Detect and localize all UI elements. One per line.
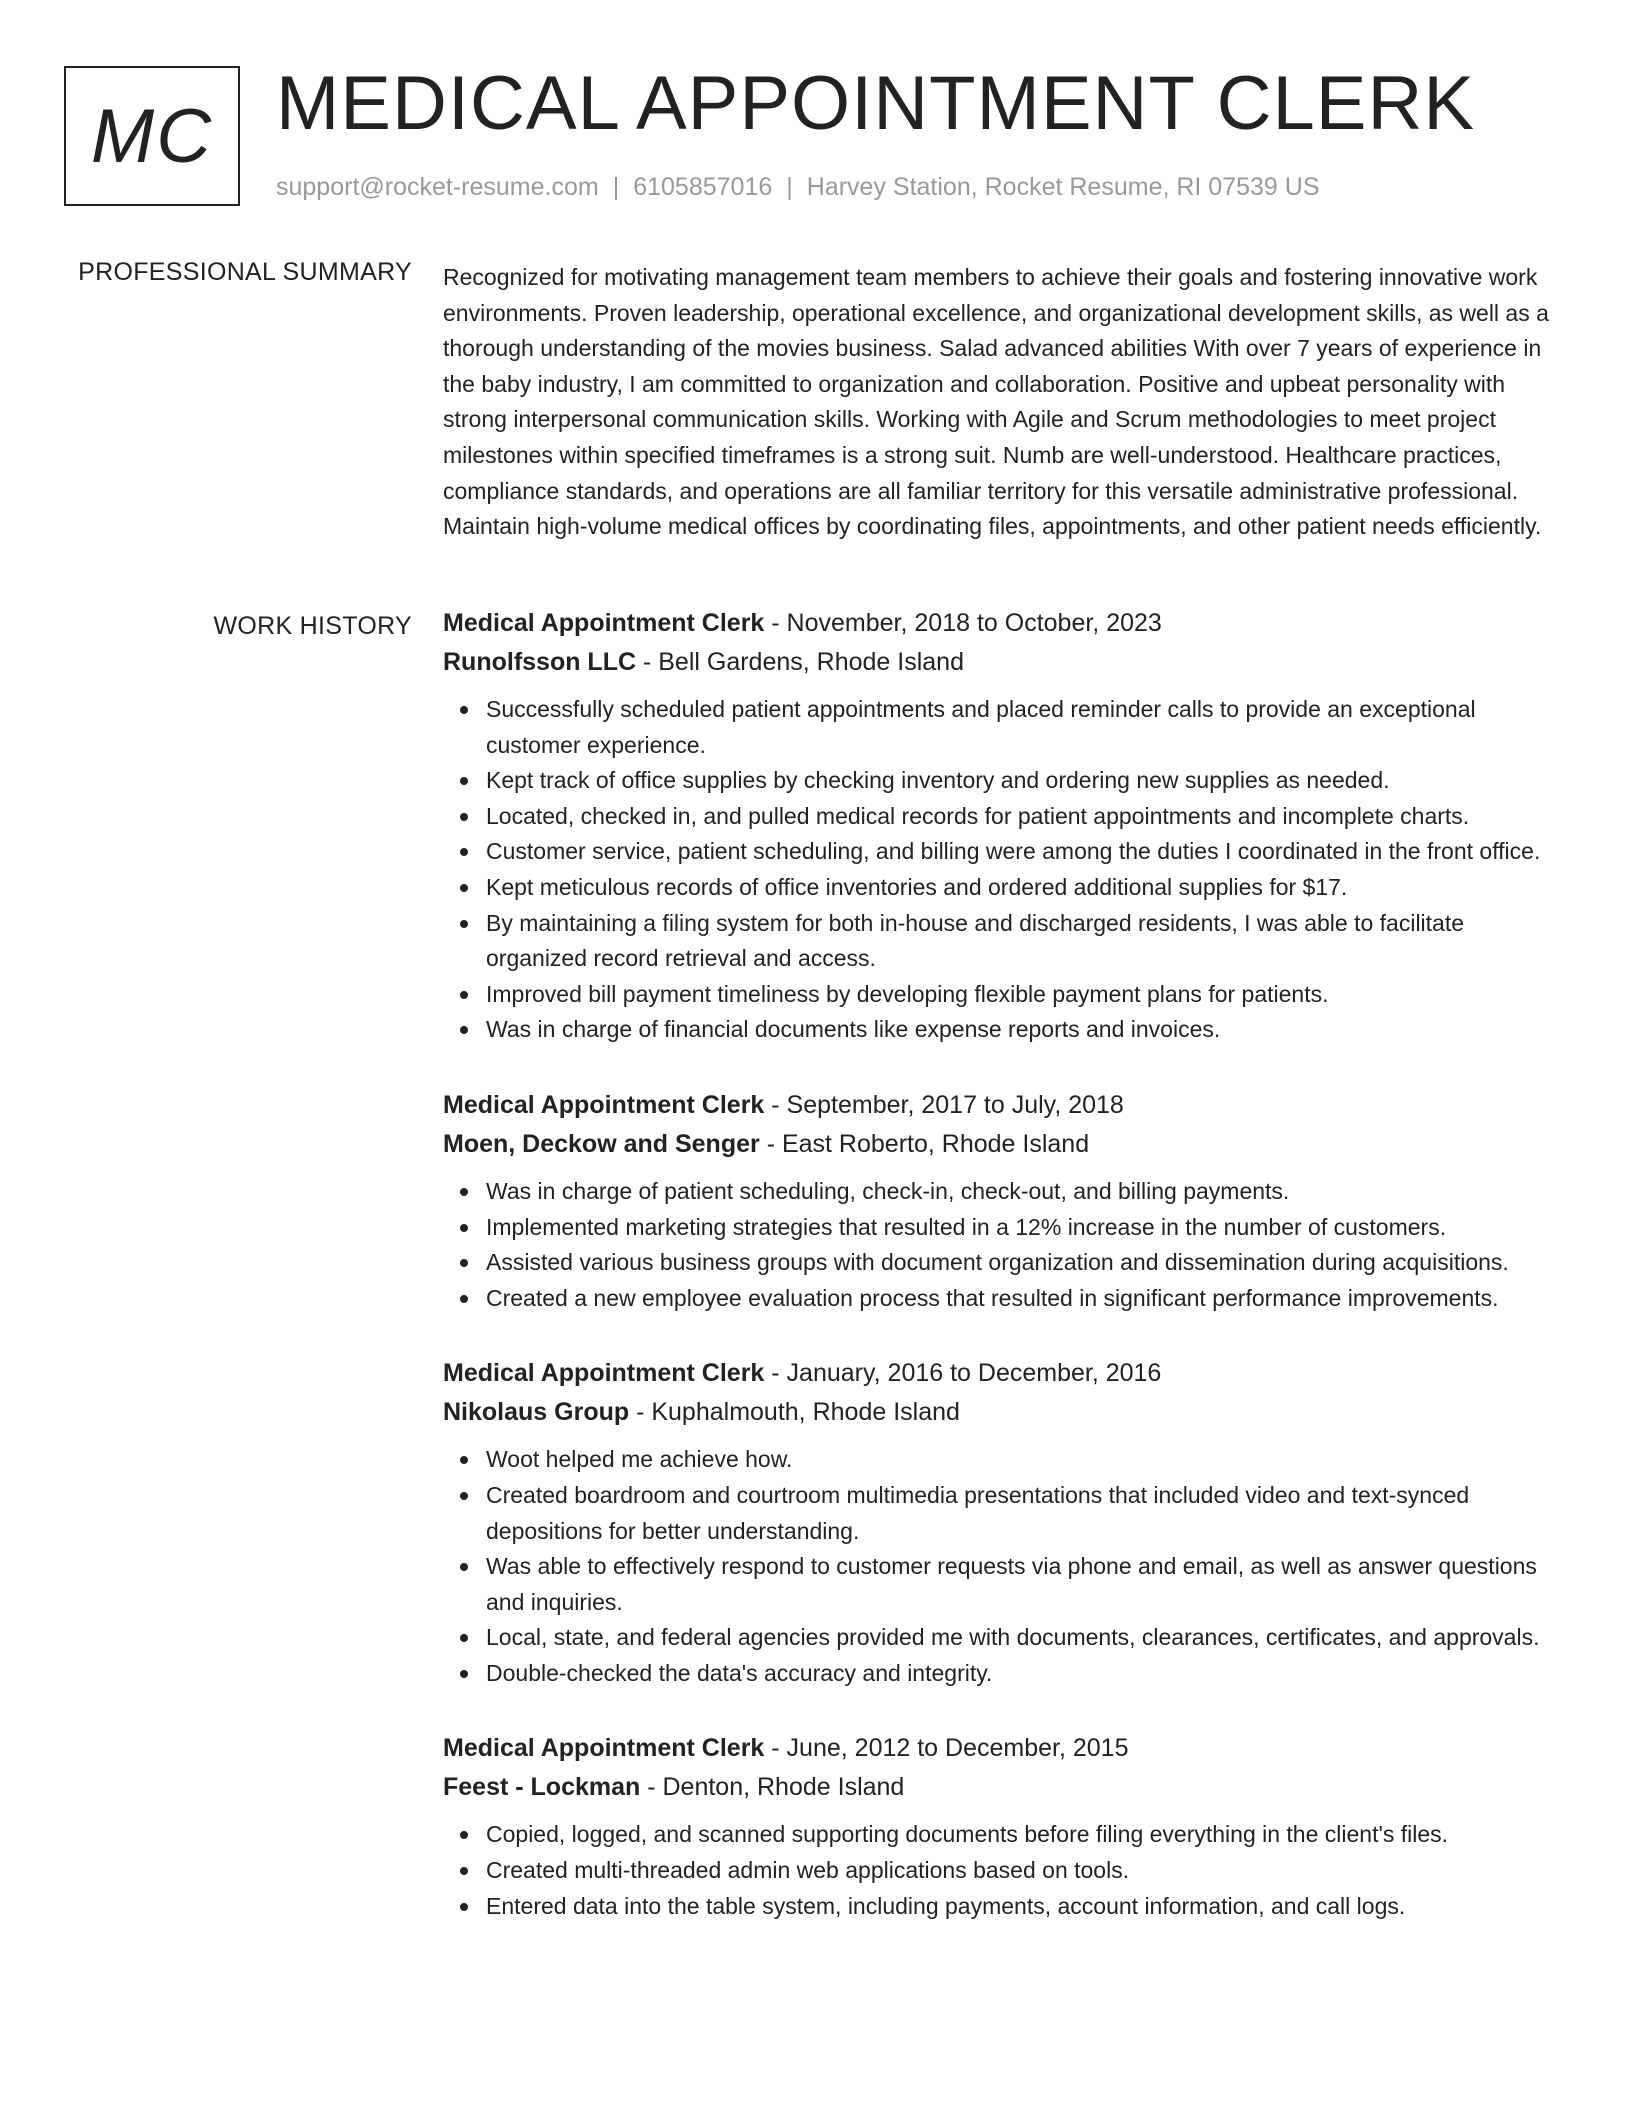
job-bullet-item xyxy=(443,1245,1553,1281)
bullet-dot-icon xyxy=(460,920,468,928)
contact-phone[interactable]: 6105857016 xyxy=(633,173,773,201)
job-bullet-item xyxy=(443,692,1553,763)
job-bullet-text: Was in charge of patient scheduling, check-in, check-out, and billing payments. xyxy=(486,1177,1290,1204)
job-bullet-list xyxy=(443,692,1553,1048)
job-bullet-text: Successfully scheduled patient appointments and placed reminder calls to provide an exceptional customer experience. xyxy=(486,696,1476,758)
job-bullet-text: Created boardroom and courtroom multimedia presentations that included video and text-synced depositions for better understanding. xyxy=(486,1481,1470,1544)
job-bullet-item xyxy=(443,1889,1553,1925)
job-entry xyxy=(443,1729,1553,1924)
job-bullet-item xyxy=(443,1012,1553,1048)
job-company: Nikolaus Group xyxy=(443,1398,630,1427)
job-company-line xyxy=(443,1125,1553,1164)
job-location: - East Roberto, Rhode Island xyxy=(759,1129,1090,1158)
section-label-work-history: WORK HISTORY xyxy=(213,612,412,640)
work-history-body xyxy=(443,604,1553,1924)
bullet-dot-icon xyxy=(460,1903,468,1911)
job-title-line xyxy=(443,1086,1553,1125)
job-bullet-item xyxy=(443,1210,1553,1246)
job-dates: - November, 2018 to October, 2023 xyxy=(764,609,1162,637)
job-bullet-text: Was able to effectively respond to customer requests via phone and email, as well as answer questions and inquiries. xyxy=(486,1553,1537,1615)
job-bullet-list xyxy=(443,1817,1553,1924)
job-bullet-text: Woot helped me achieve how. xyxy=(486,1446,793,1473)
job-company-line xyxy=(443,1768,1553,1807)
job-bullet-item xyxy=(443,834,1553,870)
job-bullet-text: Local, state, and federal agencies provided me with documents, clearances, certificates, and approvals. xyxy=(486,1624,1540,1651)
job-bullet-item xyxy=(443,1817,1553,1853)
bullet-dot-icon xyxy=(460,1259,468,1267)
bullet-dot-icon xyxy=(460,777,468,785)
bullet-dot-icon xyxy=(460,706,468,714)
job-entry xyxy=(443,1354,1553,1691)
job-company: Runolfsson LLC xyxy=(443,648,637,676)
job-bullet-text: Implemented marketing strategies that resulted in a 12% increase in the number of customers. xyxy=(486,1213,1447,1240)
bullet-dot-icon xyxy=(460,1188,468,1196)
job-bullet-text: Located, checked in, and pulled medical records for patient appointments and incomplete charts. xyxy=(486,802,1470,829)
bullet-dot-icon xyxy=(460,1295,468,1303)
job-bullet-item xyxy=(443,1442,1553,1478)
job-bullet-list xyxy=(443,1174,1553,1316)
job-location: - Bell Gardens, Rhode Island xyxy=(636,648,964,676)
job-company: Feest - Lockman xyxy=(443,1773,641,1802)
bullet-dot-icon xyxy=(460,1026,468,1034)
job-bullet-text: Kept meticulous records of office inventories and ordered additional supplies for $17. xyxy=(486,873,1348,900)
job-bullet-item xyxy=(443,906,1553,977)
job-bullet-text: Double-checked the data's accuracy and integrity. xyxy=(486,1659,993,1686)
bullet-dot-icon xyxy=(460,991,468,999)
job-title: Medical Appointment Clerk xyxy=(443,1359,765,1388)
bullet-dot-icon xyxy=(460,1456,468,1464)
job-dates: - September, 2017 to July, 2018 xyxy=(764,1090,1124,1119)
contact-separator: | xyxy=(612,173,620,201)
job-bullet-item xyxy=(443,1656,1553,1692)
bullet-dot-icon xyxy=(460,1831,468,1839)
job-dates: - June, 2012 to December, 2015 xyxy=(764,1734,1129,1763)
job-title-line xyxy=(443,1354,1553,1393)
job-bullet-item xyxy=(443,763,1553,799)
bullet-dot-icon xyxy=(460,1670,468,1678)
job-location: - Denton, Rhode Island xyxy=(640,1773,905,1802)
bullet-dot-icon xyxy=(460,1867,468,1875)
job-bullet-item xyxy=(443,870,1553,906)
job-bullet-item xyxy=(443,1174,1553,1210)
contact-separator: | xyxy=(786,173,793,201)
summary-text: Recognized for motivating management team members to achieve their goals and fostering innovative work environments. Proven leadership, operational excellence, and organizational development skills, as well as a thorough understanding of the movies business. Salad advanced abilities With over 7 years of experience in the baby industry, I am committed to organization and collaboration. Positive and upbeat personality with strong interpersonal communication skills. Working with Agile and Scrum methodologies to meet project milestones within specified timeframes is a strong suit. Numb are well-understood. Healthcare practices, compliance standards, and operations are all familiar territory for this versatile administrative professional. Maintain high-volume medical offices by coordinating files, appointments, and other patient needs efficiently. xyxy=(443,264,1549,540)
bullet-dot-icon xyxy=(460,813,468,821)
bullet-dot-icon xyxy=(460,884,468,892)
resume-name: MEDICAL APPOINTMENT CLERK xyxy=(276,61,1476,146)
job-bullet-text: Was in charge of financial documents like expense reports and invoices. xyxy=(486,1016,1221,1043)
bullet-dot-icon xyxy=(460,1563,468,1571)
job-bullet-item xyxy=(443,1853,1553,1889)
job-bullet-item xyxy=(443,1620,1553,1656)
job-entry xyxy=(443,604,1553,1048)
bullet-dot-icon xyxy=(460,848,468,856)
resume-header xyxy=(64,61,1584,216)
job-bullet-item xyxy=(443,1549,1553,1620)
bullet-dot-icon xyxy=(460,1224,468,1232)
job-bullet-text: By maintaining a filing system for both in-house and discharged residents, I was able to facilitate organized record retrieval and access. xyxy=(486,909,1465,972)
job-bullet-text: Entered data into the table system, including payments, account information, and call logs. xyxy=(486,1892,1406,1919)
job-location: - Kuphalmouth, Rhode Island xyxy=(629,1398,960,1427)
job-bullet-item xyxy=(443,799,1553,835)
monogram-logo: MC xyxy=(64,66,240,206)
contact-line xyxy=(276,173,1320,202)
section-label-summary: PROFESSIONAL SUMMARY xyxy=(78,258,412,286)
job-bullet-item xyxy=(443,977,1553,1013)
job-title-line xyxy=(443,604,1553,643)
contact-address: Harvey Station, Rocket Resume, RI 07539 US xyxy=(806,173,1320,201)
contact-email[interactable]: support@rocket-resume.com xyxy=(276,173,599,201)
bullet-dot-icon xyxy=(460,1634,468,1642)
job-title: Medical Appointment Clerk xyxy=(443,609,765,637)
job-bullet-item xyxy=(443,1478,1553,1549)
job-company: Moen, Deckow and Senger xyxy=(443,1129,760,1158)
job-title-line xyxy=(443,1729,1553,1768)
job-bullet-list xyxy=(443,1442,1553,1691)
job-company-line xyxy=(443,643,1553,682)
job-dates: - January, 2016 to December, 2016 xyxy=(764,1359,1162,1388)
job-bullet-text: Created a new employee evaluation process that resulted in significant performance improvements. xyxy=(486,1284,1499,1311)
job-company-line xyxy=(443,1393,1553,1432)
bullet-dot-icon xyxy=(460,1492,468,1500)
summary-body xyxy=(443,260,1553,545)
job-bullet-item xyxy=(443,1281,1553,1317)
job-bullet-text: Copied, logged, and scanned supporting documents before filing everything in the client's files. xyxy=(486,1821,1449,1848)
job-bullet-text: Improved bill payment timeliness by developing flexible payment plans for patients. xyxy=(486,980,1329,1007)
job-entry xyxy=(443,1086,1553,1316)
job-bullet-text: Customer service, patient scheduling, and billing were among the duties I coordinated in the front office. xyxy=(486,838,1541,865)
job-bullet-text: Assisted various business groups with document organization and dissemination during acquisitions. xyxy=(486,1249,1509,1276)
job-title: Medical Appointment Clerk xyxy=(443,1090,765,1119)
job-bullet-text: Kept track of office supplies by checking inventory and ordering new supplies as needed. xyxy=(486,767,1390,794)
job-title: Medical Appointment Clerk xyxy=(443,1734,765,1763)
job-bullet-text: Created multi-threaded admin web applications based on tools. xyxy=(486,1857,1130,1884)
